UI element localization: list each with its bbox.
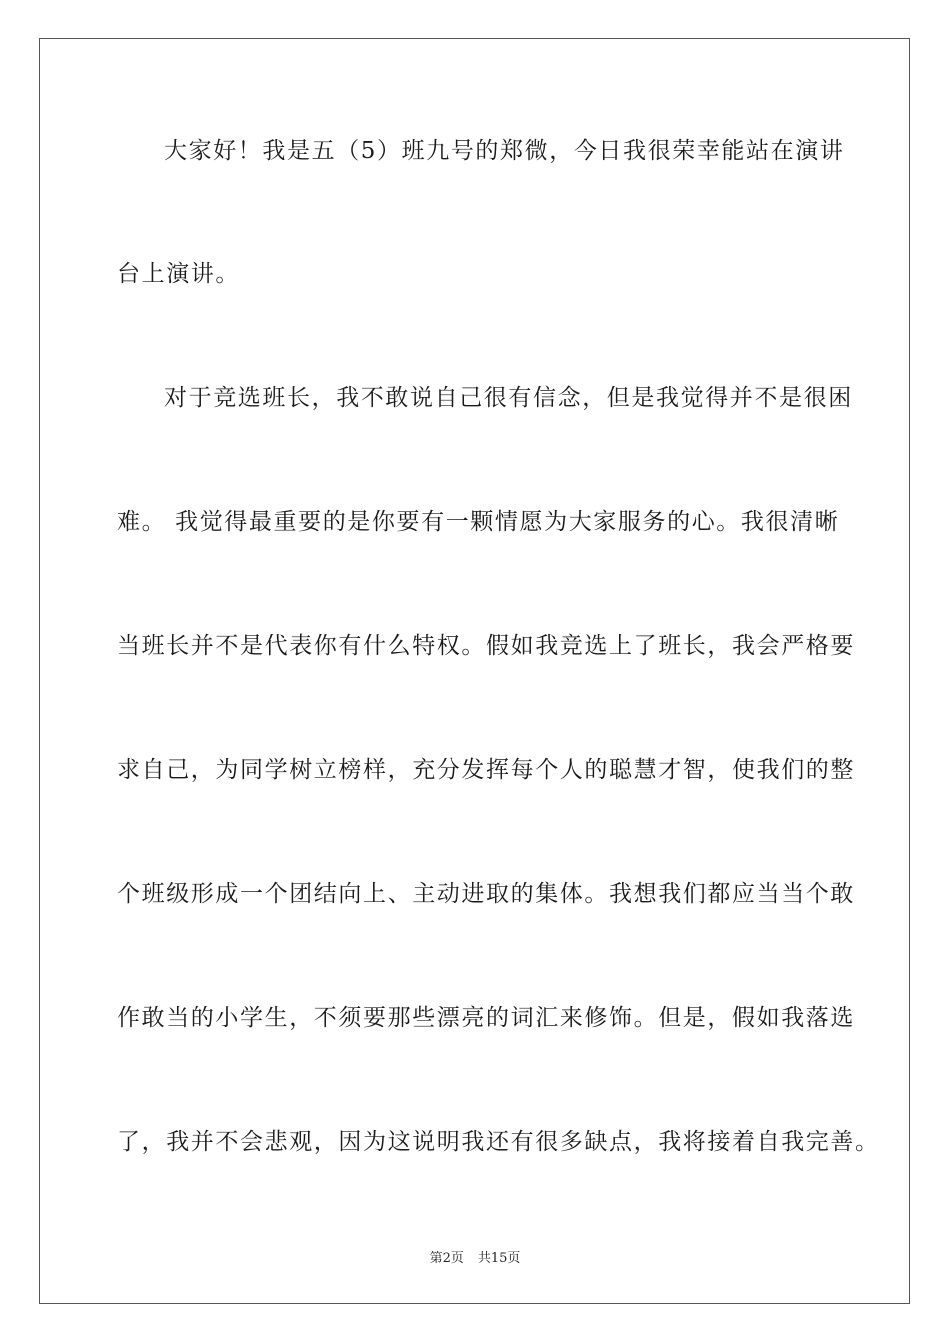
paragraph-2-line-4: 求自己，为同学树立榜样，充分发挥每个人的聪慧才智，使我们的整 — [117, 757, 855, 783]
page-total: 共15页 — [477, 1251, 521, 1266]
paragraph-2-line-2: 难。 我觉得最重要的是你要有一颗情愿为大家服务的心。我很清晰 — [117, 509, 840, 535]
paragraph-2-line-6: 作敢当的小学生，不须要那些漂亮的词汇来修饰。但是，假如我落选 — [117, 1005, 855, 1031]
paragraph-2-line-3: 当班长并不是代表你有什么特权。假如我竞选上了班长，我会严格要 — [117, 633, 855, 659]
paragraph-2-line-7: 了，我并不会悲观，因为这说明我还有很多缺点，我将接着自我完善。 — [117, 1129, 880, 1155]
paragraph-2-line-1: 对于竞选班长，我不敢说自己很有信念，但是我觉得并不是很困 — [164, 385, 853, 411]
paragraph-2-line-5: 个班级形成一个团结向上、主动进取的集体。我想我们都应当当个敢 — [117, 881, 855, 907]
paragraph-1-line-1: 大家好！我是五（5）班九号的郑微，今日我很荣幸能站在演讲 — [164, 138, 845, 164]
page-border — [39, 38, 910, 1304]
paragraph-1-line-2: 台上演讲。 — [117, 261, 240, 287]
page-number: 第2页 — [429, 1251, 464, 1266]
page-footer — [0, 1247, 950, 1266]
